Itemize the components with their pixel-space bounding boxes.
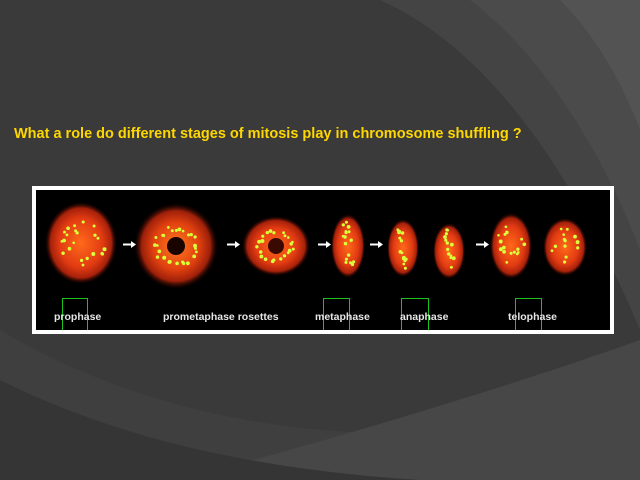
stage-label-prophase: prophase xyxy=(54,311,102,323)
prophase-cell xyxy=(45,202,117,284)
right-arrow-icon xyxy=(318,241,331,248)
right-arrow-icon xyxy=(370,241,383,248)
figure-frame xyxy=(32,186,614,334)
telophase-cell-1 xyxy=(490,213,532,279)
stage-label-anaphase: anaphase xyxy=(400,311,449,323)
right-arrow-icon xyxy=(476,241,489,248)
slide-title: What a role do different stages of mitosis play in chromosome shuffling ? xyxy=(14,126,522,142)
stage-label-telophase: telophase xyxy=(508,311,558,323)
right-arrow-icon xyxy=(227,241,240,248)
anaphase-cell-2 xyxy=(433,223,465,279)
anaphase-cell-1 xyxy=(387,219,419,277)
stage-label-prometaphase-rosettes: prometaphase rosettes xyxy=(163,311,279,323)
stage-label-metaphase: metaphase xyxy=(315,311,370,323)
metaphase-cell xyxy=(331,214,365,278)
mitosis-micrograph xyxy=(36,190,610,330)
